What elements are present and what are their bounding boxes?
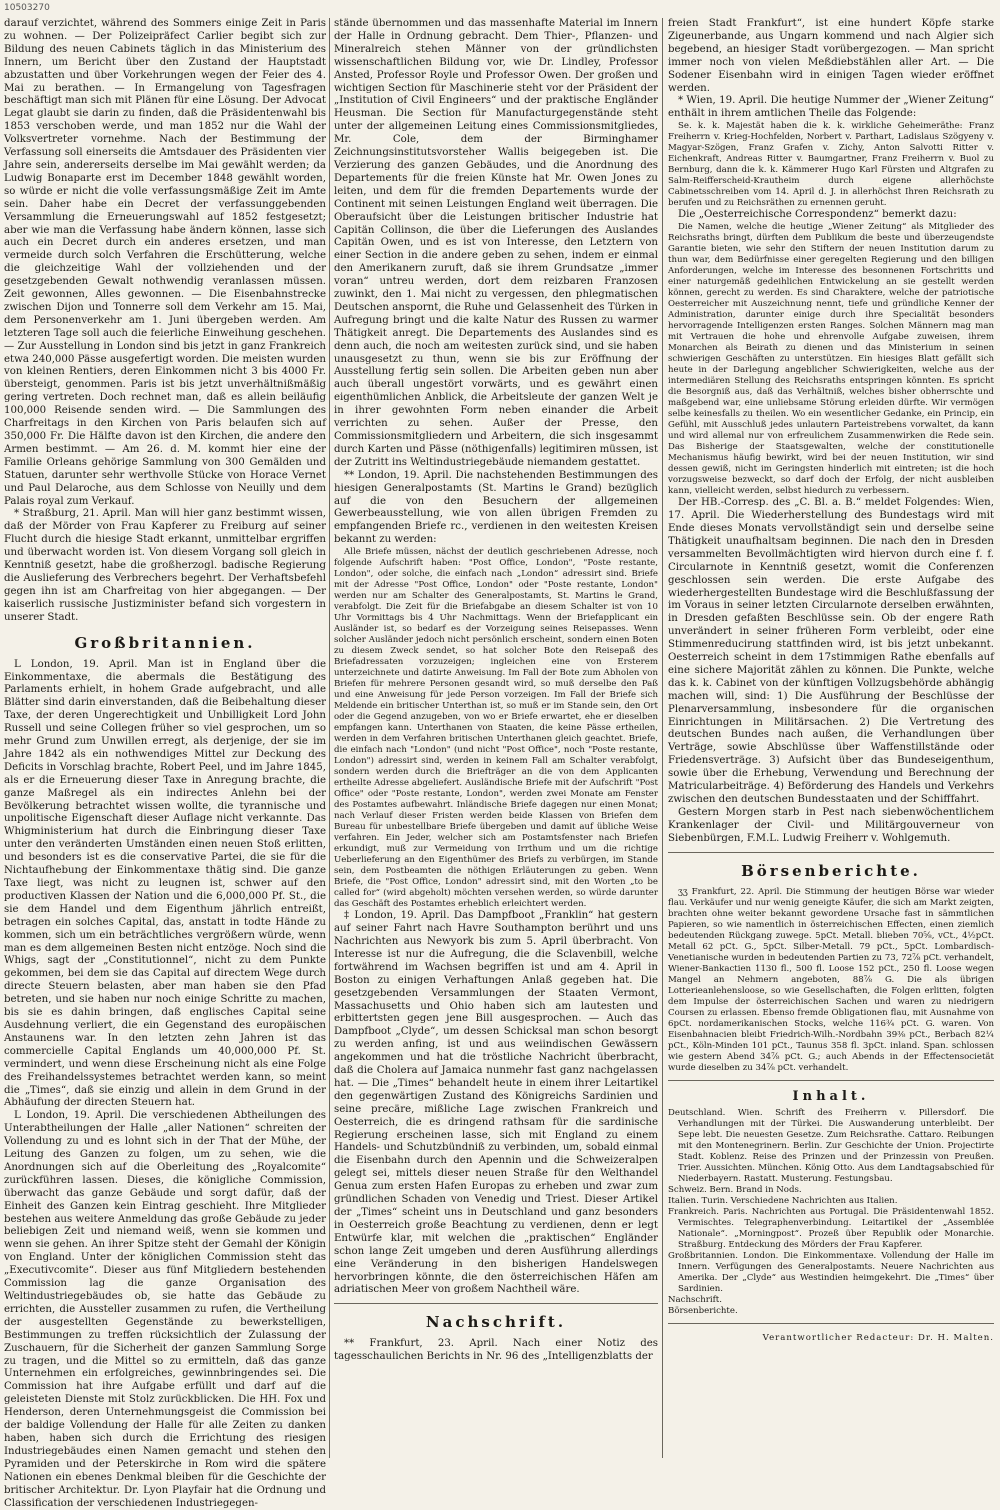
table-of-contents-heading: Inhalt. bbox=[792, 1088, 870, 1104]
london-exhibition-hall-report: L London, 19. April. Die verschiedenen Abtheilungen des Unterabtheilungen der Halle „aller Nationen“ schreiten der Vollendung zu und es lohnt sich in der That der Mühe, der Leitung des Ganzen zu folgen, um zu sehen, wie die Anordnungen sich auf die Oberleitung des „Royalcomite“ zurückführen lassen. Dieses, die königliche Commission, überwacht das ganze Gebäude und sorgt dafür, daß der Einheit des Ganzen kein Eintrag geschieht. Ihre Mitglieder bestehen aus weitere Anmeldung das große Gebäude zu jeder beliebigen Zeit und niemand weiß, wenn sie kommen und wenn sie gehen. An ihrer Spitze steht der Gemahl der Königin von England. Unter der königlichen Commission steht das „Executivcomite“. Dieser aus fünf Mitgliedern bestehenden Commission lag die ganze Organisation des Weltindustriegebäudes ob, sie hatte das Gebäude zu errichten, die Aussteller zusammen zu rufen, die Vertheilung der ausgestellten Gegenstände zu bewerkstelligen, Bestimmungen zu treffen rücksichtlich der Zulassung der Zuschauern, für die Sicherheit der ganzen Sammlung Sorge zu tragen, und die Mittel so zu ermitteln, daß das ganze Unternehmen ein erfolgreiches, gewinnbringendes sei. Die Commission hat ihre Aufgabe erfüllt und darf auf die geleisteten Dienste mit Stolz zurückblicken. Die HH. Fox und Henderson, deren Unternehmungsgeist die Commission bei der baldige Vollendung der Halle für alle Zeiten zu danken haben, haben sich durch die Errichtung des riesigen Industriegebäudes einen Namen gemacht und stehen den Pyramiden und der Peterskirche in Rom wird die spätere Nationen ein ebenes Denkmal bleiben für die Geschichte der britischer Architektur. Dr. Lyon Playfair hat die Ordnung und Classification der verschiedenen Industriegegen- bbox=[4, 1110, 326, 1509]
wien-official-report: * Wien, 19. April. Die heutige Nummer der „Wiener Zeitung“ enthält in ihrem amtlichen Theile das Folgende: bbox=[668, 95, 994, 120]
archive-reference-number: 10503270 bbox=[4, 3, 50, 13]
toc-entry: Schweiz. Bern. Brand in Nods. bbox=[668, 1184, 802, 1195]
editor-signature: Verantwortlicher Redacteur: Dr. H. Malten. bbox=[762, 1332, 994, 1343]
correspondenz-commentary: Die Namen, welche die heutige „Wiener Zeitung“ als Mitglieder des Reichsraths bringt, dürften dem Publikum die beste und überzeugendste Garantie bieten, wie sehr den Stiftern der neuen Institution darum zu thun war, dem Bedürfnisse einer geregelten Regierung und den billigen Anforderungen, welche im Interesse des besonnenen Fortschritts und einer naturgemäß gedeihlichen Entwickelung an sie gestellt werden können, gerecht zu werden. Es sind Charaktere, welche der patriotische Oesterreicher mit Auszeichnung nennt, tiefe und gründliche Kenner der Administration, darunter einige durch ihre Specialität besonders hervorragende Intelligenzen ersten Ranges. Solchen Männern mag man mit Vertrauen die hohe und ehrenvolle Aufgabe zuweisen, ihrem Monarchen als Beirath zu dienen und das Ministerium in seinen schwierigen Geschäften zu unterstützen. Ein hiesiges Blatt gefällt sich heute in der Darlegung angeblicher Schwierigkeiten, welche aus der intermediären Stellung des Reichsraths entspringen könnten. Es spricht die Besorgniß aus, daß das Verhältniß, welches bisher obherrschte und maßgebend war, eine unliebsame Störung erleiden dürfte. Wir vermögen selbe keinesfalls zu theilen. Wo ein wesentlicher Gedanke, ein Princip, ein Gefühl, mit Ausschluß jedes unlautern Parteistrebens vorwaltet, da kann und wird allemal nur von erfreulichem Zusammenwirken die Rede sein. Das Bisherige der Staatsgewalten, welche der constitutionelle Mechanismus häufig bewirkt, wird bei der neuen Institution, wir sind dessen gewiß, nicht im Geringsten hinderlich mit eintreten; ist die hoch vorzugsweise bezweckt, so darf doch der Erfolg, der nicht ausbleiben kann, vielleicht werden, selbst hiedurch zu verbessern. bbox=[668, 222, 994, 497]
column-middle bbox=[334, 18, 658, 1458]
toc-entry: Nachschrift. bbox=[668, 1294, 722, 1305]
correspondenz-remark: Die „Oesterreichische Correspondenz“ bemerkt dazu: bbox=[678, 209, 957, 221]
section-divider bbox=[334, 1303, 658, 1304]
newspaper-page bbox=[0, 18, 1000, 1509]
paris-news-continuation: darauf verzichtet, während des Sommers einige Zeit in Paris zu wohnen. — Der Polizeipräfect Carlier begibt sich zur Bildung des neuen Cabinets täglich in das Ministerium des Innern, um Bericht über den Zustand der Hauptstadt abzustatten und über Vorkehrungen wegen der Feier des 4. Mai zu berathen. — In Ermangelung von Tagesfragen beschäftigt man sich mit Plänen für eine Lösung. Der Advocat Legat glaubt sie darin zu finden, daß die Präsidentenwahl bis 1853 verschoben werde, und man 1852 nur die Wahl der Volksvertreter vornehme. Nach der Bestimmung der Verfassung soll einerseits die Amtsdauer des Präsidenten vier Jahre sein, andererseits derselbe im Mai gewählt werden; da Ludwig Bonaparte erst im December 1848 gewählt worden, so würde er nicht die volle verfassungsmäßige Zeit im Amte sein. Daher habe ein Decret der verfassunggebenden Versammlung die Erneuerungswahl auf 1852 festgesetzt; aber wie man die Verfassung habe ändern können, lasse sich auch ein Decret durch ein anderes ersetzen, und man vermeide durch solch Verfahren die Erschütterung, welche die gleichzeitige Wahl der vollziehenden und der gesetzgebenden Gewalt nothwendig veranlassen müssen. Zeit gewonnen, Alles gewonnen. — Die Eisenbahnstrecke zwischen Dijon und Tonnerre soll dem Verkehr am 15. Mai, dem Personenverkehr am 1. Juni übergeben werden. Am letzteren Tage soll auch die feierliche Einweihung geschehen. — Zur Ausstellung in London sind bis jetzt in ganz Frankreich etwa 240,000 Pässe ausgefertigt worden. Die meisten wurden von kleinen Rentiers, deren Einkommen nicht 3 bis 4000 Fr. übersteigt, genommen. Paris ist bis jetzt unverhältnißmäßig gering vertreten. Doch rechnet man, daß es allein beiläufig 100,000 Reisende senden wird. — Die Sammlungen des Charfreitags in den Kirchen von Paris belaufen sich auf 350,000 Fr. Die Hälfte davon ist den Kirchen, die andere den Armen bestimmt. — Am 26. d. M. kommt hier eine der Familie Orleans gehörige Sammlung von 300 Gemälden und Statuen, darunter sehr werthvolle Stücke von Horace Vernet und Paul Delaroche, aus dem Schlosse von Neuilly und dem Palais royal zum Verkauf. bbox=[4, 18, 326, 507]
column-divider bbox=[329, 18, 330, 1458]
strassburg-report: * Straßburg, 21. April. Man will hier ganz bestimmt wissen, daß der Mörder von Frau Kapferer zu Freiburg auf seiner Flucht durch die hiesige Stadt erkannt, unmittelbar ergriffen und überwacht worden ist. Von diesem Vorgang soll gleich in Kenntniß gesetzt, habe die großherzogl. badische Regierung die Auslieferung des Verbrechers begehrt. Der Verhaftsbefehl gegen ihn ist am Charfreitag von hier abgegangen. — Der kaiserlich russische Justizminister befand sich vorgestern in unserer Stadt. bbox=[4, 508, 326, 623]
reichsrath-appointments: Se. k. k. Majestät haben die k. k. wirkliche Geheimeräthe: Franz Freiherrn v. Krieg-Hochfelden, Norbert v. Parthart, Ladislaus Szögyeny v. Magyar-Szögen, Franz Grafen v. Zichy, Anton Salvotti Ritter v. Eichenkraft, Andreas Ritter v. Baumgartner, Franz Freiherrn v. Buol zu Bernburg, dann die k. k. Kämmerer Hugo Karl Fürsten und Altgrafen zu Salm-Reifferscheid-Krautheim durch eigene allerhöchste Cabinetsschreiben vom 14. April d. J. in allerhöchst Ihren Reichsrath zu berufen und zu Reichsräthen zu ernennen geruht. bbox=[668, 121, 994, 209]
toc-entry: Frankreich. Paris. Nachrichten aus Portugal. Die Präsidentenwahl 1852. Vermischtes. Telegraphenverbindung. Leitartikel der „Assemblée Nationale“. „Morningpost“. Prozeß über Republik oder Monarchie. Straßburg. Entdeckung des Mörders der Frau Kapferer. bbox=[668, 1206, 994, 1250]
section-divider bbox=[668, 1080, 994, 1081]
toc-entry: Deutschland. Wien. Schrift des Freiherrn v. Pillersdorf. Die Verhandlungen mit der Türkei. Die Auswanderung unterbleibt. Der Sepe lebt. Die neuesten Gesetze. Zum Reichsrathe. Cattaro. Reibungen mit den Montenegrinern. Berlin. Zur Geschichte der Union. Projectirte Stadt. Koblenz. Reise des Prinzen und der Prinzessin von Preußen. Trier. Aussichten. München. König Otto. Aus dem Landtagsabschied für Niederbayern. Rastatt. Musterung. Festungsbau. bbox=[668, 1107, 994, 1184]
frankfurt-postscript-continuation: freien Stadt Frankfurt“, ist eine hundert Köpfe starke Zigeunerbande, aus Ungarn kommend und nach Algier sich begebend, an hiesiger Stadt vorübergezogen. — Man spricht immer noch von vielen Meßdiebstählen aller Art. — Die Sodener Eisenbahn wird in einigen Tagen wieder eröffnet werden. bbox=[668, 18, 994, 94]
london-steamboat-report: ‡ London, 19. April. Das Dampfboot „Franklin“ hat gestern auf seiner Fahrt nach Havre Southampton berührt und uns Nachrichten aus Newyork bis zum 5. April überbracht. Von Interesse ist nur die Aufregung, die die Sclavenbill, welche fortwährend im Wachsen begriffen ist und am 4. April in Boston zu einigen Verhaftungen Anlaß gegeben hat. Die gesetzgebenden Versammlungen der Staaten Vermont, Massachusetts und Ohio haben sich am lautesten und erbittertsten gegen jene Bill ausgesprochen. — Auch das Dampfboot „Clyde“, um dessen Schicksal man schon besorgt zu werden anfing, ist und aus weiindischen Gewässern angekommen und hat die tröstliche Nachricht überbracht, daß die Cholera auf Jamaica nunmehr fast ganz nachgelassen hat. — Die „Times“ behandelt heute in einem ihrer Leitartikel den gegenwärtigen Zustand des Königreichs Sardinien und seine precäre, mißliche Lage zwischen Frankreich und Oesterreich, die es dringend rathsam für die sardinische Regierung erscheinen lasse, sich mit England zu einem Handels- und Schutzbündniß zu verbinden, um, sobald einmal die Eisenbahn durch den Apennin und die Schweizeralpen gelegt sei, mittels dieser neuen Straße für den Welthandel Genua zum ersten Hafen Europas zu erheben und zwar zum gründlichen Schaden von Venedig und Triest. Dieser Artikel der „Times“ scheint uns in Deutschland und ganz besonders in Oesterreich große Beachtung zu verdienen, denn er legt Entwürfe klar, mit welchen die „praktischen“ Engländer schon lange Zeit umgeben und deren Ausführung allerdings eine Veränderung in den bisherigen Handelswegen hervorbringen könnte, die den österreichischen Häfen am adriatischen Meer von großem Nachtheil wäre. bbox=[334, 910, 658, 1296]
section-divider bbox=[668, 1323, 994, 1324]
london-post-office-report: ** London, 19. April. Die nachstehenden Bestimmungen des hiesigen Generalpostamts (St. Martins le Grand) bezüglich auf die von den Besuchern der allgemeinen Gewerbeausstellung, wie von allen übrigen Fremden zu empfangenden Briefe rc., verdienen in den weitesten Kreisen bekannt zu werden: bbox=[334, 469, 658, 546]
section-heading-nachschrift: Nachschrift. bbox=[425, 1313, 567, 1332]
table-of-contents bbox=[668, 1108, 994, 1317]
column-left bbox=[4, 18, 326, 1509]
section-heading-boersenberichte: Börsenberichte. bbox=[741, 861, 921, 880]
section-divider bbox=[668, 852, 994, 853]
toc-entry: Italien. Turin. Verschiedene Nachrichten aus Italien. bbox=[668, 1195, 898, 1206]
toc-entry: Börsenberichte. bbox=[668, 1305, 738, 1316]
post-office-regulations: Alle Briefe müssen, nächst der deutlich geschriebenen Adresse, noch folgende Aufschrift haben: "Post Office, London", "Poste restante, London", oder solche, die einfach nach „London“ adressirt sind. Briefe mit der Adresse "Post Office, London" oder "Poste restante, London" werden nur am Schalter des Generalpostamts, St. Martins le Grand, verabfolgt. Die Zeit für die Briefabgabe an diesem Schalter ist von 10 Uhr Vormittags bis 4 Uhr Nachmittags. Wenn der Briefapplicant ein Ausländer ist, so bedarf es der Vorzeigung seines Reisepasses. Wenn solcher Ausländer jedoch nicht persönlich erscheint, sondern einen Boten zu diesem Zweck sendet, so hat solcher Bote den Reisepaß des Briefadressaten vorzuzeigen; ingleichen eine von Ersterem unterzeichnete und datirte Anweisung. Im Fall der Bote zum Abholen von Briefen für mehrere Personen gesandt wird, so muß derselbe den Paß und eine Anweisung für jede Person vorzeigen. Im Fall der Briefe sich Meldende ein britischer Unterthan ist, so muß er im Stande sein, den Ort oder die Gegend anzugeben, von wo er Briefe erwartet, ehe er dieselben empfangen kann. Unterthanen von Staaten, die keine Pässe ertheilen, werden in dem Verfahren britischen Unterthanen gleich geachtet. Briefe, die einfach nach "London" (und nicht "Post Office", noch "Poste restante, London") adressirt sind, werden in keinem Fall am Schalter verabfolgt, sondern werden durch die Briefträger an die von dem Applicanten ertheilte Adresse abgeliefert. Ausländische Briefe mit der Aufschrift "Post Office" oder "Poste restante, London", werden zwei Monate am Fenster des Postamtes aufbewahrt. Inländische Briefe dagegen nur einen Monat; nach Verlauf dieser Fristen werden beide Klassen von Briefen dem Bureau für unbestellbare Briefe übergeben und damit auf übliche Weise verfahren. Ein Jeder, welcher sich am Postamtsfenster nach Briefen erkundigt, muß zur Vermeidung von Irrthum und um die richtige Ueberlieferung an den Eigenthümer des Briefs zu verbürgen, im Stande sein, dem Postbeamten die nöthigen Erläuterungen zu geben. Wenn Briefe, die "Post Office, London" adressirt sind, mit den Worten „to be called for“ (wird abgeholt) möchten versehen werden, so würde darunter das Geschäft des Postamtes erheblich erleichtert werden. bbox=[334, 547, 658, 910]
section-heading-grossbritannien: Großbritannien. bbox=[74, 633, 256, 652]
london-income-tax-report: L London, 19. April. Man ist in England über die Einkommentaxe, die abermals die Bestätigung des Parlaments erhielt, in hohem Grade aufgebracht, und alle Blätter sind darin einverstanden, daß die Beibehaltung dieser Taxe, der deren Ungerechtigkeit und Unbilligkeit Lord John Russell und seine Collegen früher so viel gesprochen, um so mehr Grund zum Unwillen erregt, als derjenige, der sie im Jahre 1842 als ein nothwendiges Mittel zur Deckung des Deficits in Vorschlag brachte, Robert Peel, und im Jahre 1845, als er die Erneuerung dieser Taxe in Anregung brachte, die ganze Maßregel als ein indirectes Anlehn bei der Bevölkerung betrachtet wissen wollte, die tyrannische und unpolitische Eigenschaft dieser Auflage nicht verkannte. Das Whigministerium hat durch die Einbringung dieser Taxe unter den veränderten Umständen einen neuen Stoß erlitten, und besonders ist es die conservative Partei, die sie für die Nichtaufhebung der Einkommentaxe thätig sind. Die ganze Taxe liegt, was nicht zu leugnen ist, schwer auf den productiven Klassen der Nation und die 6,000,000 Pf. St., die sie dem Handel und dem Eigenthum jährlich entreißt, betragen ein solches Capital, das, anstatt in todte Hände zu kommen, sich um ein beträchtliches vergrößern würde, wenn man es dem allgemeinen Besten nicht entzöge. Noch sind die Whigs, sagt der „Constitutionnel“, nicht zu dem Punkte gekommen, bei dem sie das Capital auf directem Wege durch directe Steuern belasten, aber man haben sie den Pfad betreten, und sie haben nur noch einige Schritte zu machen, bis sie es dahin bringen, daß englisches Capital seine Ausdehnung verliert, die ein Gegenstand des europäischen Anstaunens war. In den letzten zehn Jahren ist das commercielle Capital Englands um 40,000,000 Pf. St. vermindert, und wenn diese Erscheinung nicht als eine Folge des Freihandelssystemes betrachtet werden kann, so meint die „Times“, daß sie einzig und allein in dem Grund in der Abhäufung der directen Steuern hat. bbox=[4, 658, 326, 1109]
frankfurt-postscript: ** Frankfurt, 23. April. Nach einer Notiz des tagesschaulichen Berichts in Nr. 96 des „Intelligenzblatts der bbox=[334, 1338, 658, 1363]
wien-bundestag-report: Der HB.-Corresp. des „C. Bl. a. B.“ meldet Folgendes: Wien, 17. April. Die Wiederherstellung des Bundestags wird mit Ende dieses Monats vervollständigt sein und derselbe seine Thätigkeit unaufhaltsam beginnen. Die nach den in Dresden versammelten Bevollmächtigten wird hiervon durch eine f. f. Circularnote in Kenntniß gesetzt, womit die Conferenzen geschlossen sein werden. Die erste Aufgabe des wiederhergestellten Bundestage wird die Beschlußfassung der im Voraus in seiner letzten Circularnote derselben erwähnten, in Dresden gefaßten Beschlüsse sein. Ob der engere Rath unverändert in seiner früheren Form verbleibt, oder eine Stimmenreducirung stattfinden wird, ist bis jetzt unbekannt. Oesterreich scheint in dem 17stimmigen Rathe ebenfalls auf eine sichere Majorität zählen zu können. Die Punkte, welche das k. k. Cabinet von der künftigen Vollzugsbehörde abhängig machen will, sind: 1) Die Ausführung der Beschlüsse der Plenarversammlung, insbesondere für die organischen Einrichtungen in Militärsachen. 2) Die Vertretung des deutschen Bundes nach außen, die Verhandlungen über Verträge, sowie Abschlüsse über Waffenstillstände oder Friedensverträge. 3) Aufsicht über das Bundeseigenthum, sowie über die Erhebung, Verwendung und Berechnung der Matricularbeiträge. 4) Beförderung des Handels und Verkehrs zwischen den deutschen Bundesstaaten und der Schifffahrt. bbox=[668, 497, 994, 805]
exhibition-report-continuation: stände übernommen und das massenhafte Material im Innern der Halle in Ordnung gebracht. Dem Thier-, Pflanzen- und Mineralreich stehen Männer von der gründlichsten wissenschaftlichen Bildung vor, wie Dr. Lindley, Professor Ansted, Professor Royle und Professor Owen. Der großen und wichtigen Section für Maschinerie steht vor der Präsident der „Institution of Civil Engineers“ und der praktische Engländer Heusman. Die Section für Manufacturgegenstände steht unter der allgemeinen Leitung eines Commissionsmitgliedes, Mr. Cole, dem der Birminghamer Zeichnungsinstitutsvorsteher Wallis beigegeben ist. Die Verzierung des ganzen Gebäudes, und die Anordnung des Departements für die freien Künste hat Mr. Owen Jones zu leiten, und dem für die fremden Departements wurde der Continent mit seinen Leistungen England weit überragen. Die Oberaufsicht über die Leistungen britischer Industrie hat Capitän Collinson, die über die Lieferungen des Auslandes Capitän Owen, und es ist von Interesse, den Letztern von einer Section in die andere geben zu sehen, indem er einmal den Amerikanern zuruft, daß sie ihrem Grundsatze „immer voran“ untreu werden, dort dem reizbaren Franzosen zuwinkt, den 1. Mai nicht zu vergessen, den phlegmatischen Deutschen anspornt, die Ruhe und Gelassenheit des Türken in Aufregung bringt und die kalte Natur des Russen zu warmer Thätigkeit anregt. Die Departements des Auslandes sind es denn auch, die noch am weitesten zurück sind, und sie haben unausgesetzt zu thun, wenn sie bis zur Eröffnung der Ausstellung fertig sein sollen. Die Arbeiten geben nun aber auch überall ungestört vorwärts, und es gewährt einen eigenthümlichen Anblick, die Arbeitsleute der ganzen Welt je in ihrer gewohnten Form neben einander die Arbeit verrichten zu sehen. Außer der Presse, den Commissionsmitgliedern und Arbeitern, die sich insgesammt durch Karten und Pässe (nöthigenfalls) legitimiren müssen, ist der Zutritt ins Weltindustriegebäude niemandem gestattet. bbox=[334, 18, 658, 468]
toc-entry: Großbritannien. London. Die Einkommentaxe. Vollendung der Halle im Innern. Verfügungen des Generalpostamts. Neuere Nachrichten aus Amerika. Der „Clyde“ aus Westindien heimgekehrt. Die „Times“ über Sardinien. bbox=[668, 1250, 994, 1294]
frankfurt-stock-report: ʒʒ Frankfurt, 22. April. Die Stimmung der heutigen Börse war wieder flau. Verkäufer und nur wenig geneigte Käufer, die sich am Markt zeigten, brachten ohne weiter bekannt gewordene Ursache fast in sämmtlichen Papieren, so wie namentlich in österreichischen Effecten, einen ziemlich bedeutenden Rückgang zuwege. 5pCt. Metall. blieben 70⅝, vCt., 4½pCt. Metall 62 pCt. G., 5pCt. Silber-Metall. 79 pCt., 5pCt. Lombardisch-Venetianische wurden in bedeutenden Partien zu 73, 72⅞ pCt. verhandelt, Wiener-Bankactien 1130 fl., 500 fl. Loose 152 pCt., 250 fl. Loose wegen Mangel an Nehmern angeboten, 88⅞ G. Die als übrigen Lotterieanlehensloose, so wie Gesellschaften, die Folgen erlitten, folgten dem Impulse der österreichischen Sachen und waren zu niedrigern Coursen zu erlassen. Ebenso fremde Obligationen flau, mit Ausnahme von 6pCt. nordamerikanischen Stocks, welche 116¾ pCt. G. waren. Von Eisenbahnacien bleibt Friedrich-Wilh.-Nordbahn 39⅜ pCt., Berbach 82¼ pCt., Köln-Minden 101 pCt., Taunus 358 fl. 3pCt. inland. Span. schlossen wie gestern Abend 34⅞ pCt. G.; auch Abends in der Effectensocietät wurde dieselben zu 34⅞ pCt. verhandelt. bbox=[668, 886, 994, 1073]
wien-obituary: Gestern Morgen starb in Pest nach siebenwöchentlichem Krankenlager der Civil- und Militärgouverneur von Siebenbürgen, F.M.L. Ludwig Freiherr v. Wohlgemuth. bbox=[668, 806, 994, 844]
column-right bbox=[668, 18, 994, 1458]
column-divider bbox=[662, 18, 663, 1458]
